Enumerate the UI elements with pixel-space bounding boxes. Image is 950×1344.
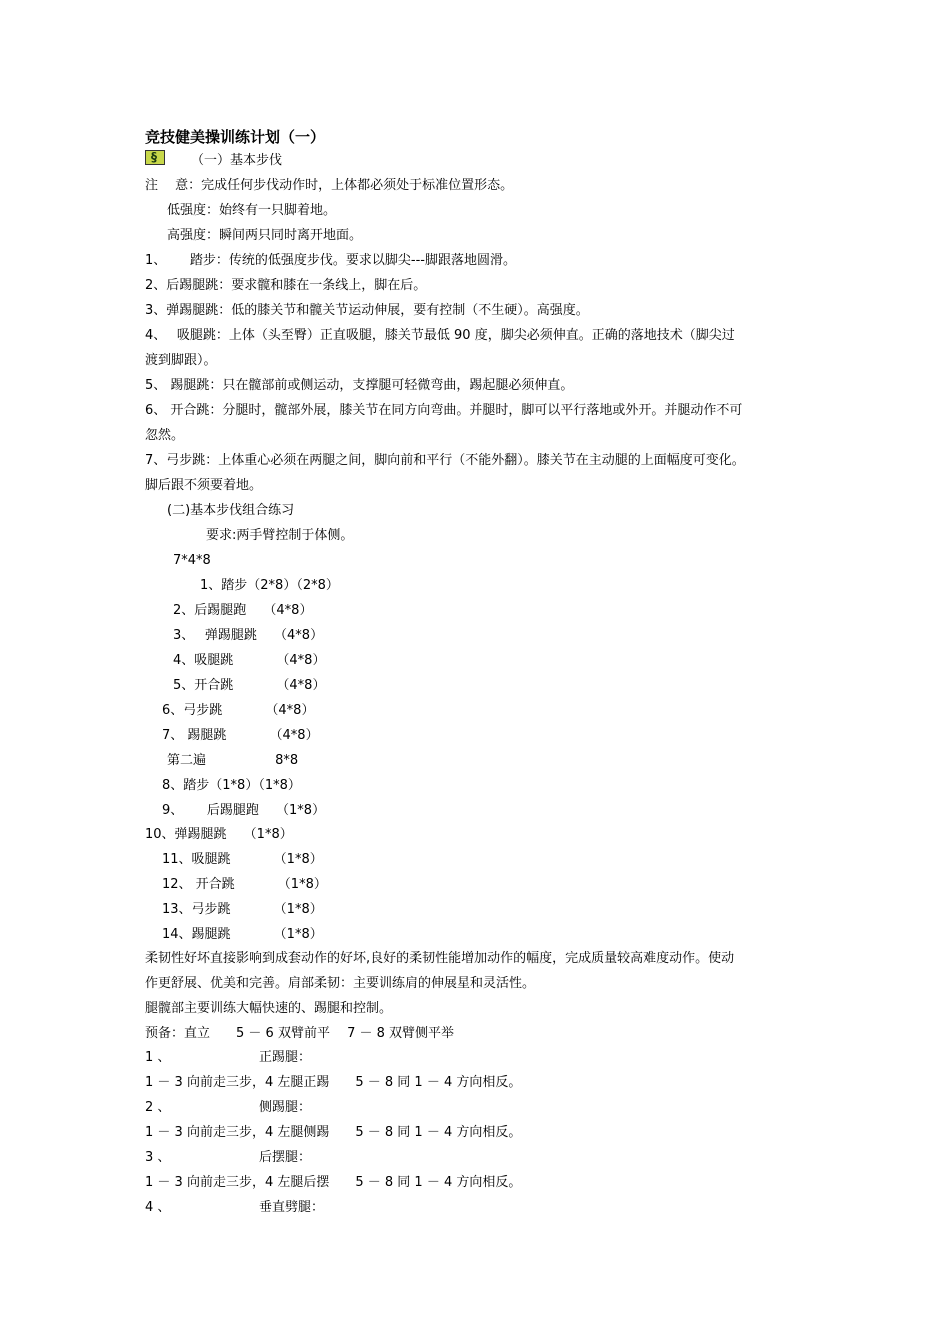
list-item: 7、 踢腿跳 （4*8） (162, 728, 319, 743)
text-line: 作更舒展、优美和完善。肩部柔韧：主要训练肩的伸展星和灵活性。 (145, 976, 536, 991)
list-item: 11、吸腿跳 （1*8） (162, 852, 323, 867)
text-line: 1、 踏步：传统的低强度步伐。要求以脚尖---脚跟落地圆滑。 (145, 253, 516, 268)
text-line: 渡到脚跟）。 (145, 353, 217, 368)
list-item: 10、弹踢腿跳 （1*8） (145, 827, 293, 842)
exercise-heading: 3 、 后摆腿： (145, 1150, 312, 1165)
list-item: 1、踏步（2*8）（2*8） (200, 578, 339, 593)
list-item: 13、弓步跳 （1*8） (162, 902, 323, 917)
section-heading: （一）基本步伐 (191, 153, 283, 168)
list-item: 9、 后踢腿跑 （1*8） (162, 803, 326, 818)
list-item: 3、 弹踢腿跳 （4*8） (173, 628, 324, 643)
text-line: 3、弹踢腿跳：低的膝关节和髋关节运动伸展，要有控制（不生硬）。高强度。 (145, 303, 589, 318)
section-heading: (二)基本步伐组合练习 (167, 503, 295, 518)
text-line: 高强度：瞬间两只同时离开地面。 (167, 228, 363, 243)
list-item: 第二遍 8*8 (167, 753, 299, 768)
text-line: 柔韧性好坏直接影响到成套动作的好坏,良好的柔韧性能增加动作的幅度，完成质量较高难度动作。使动 (145, 951, 735, 966)
text-line: 注 意：完成任何步伐动作时，上体都必须处于标准位置形态。 (145, 178, 514, 193)
text-line: 脚后跟不须要着地。 (145, 478, 263, 493)
list-item: 14、踢腿跳 （1*8） (162, 927, 323, 942)
exercise-heading: 1 、 正踢腿： (145, 1050, 312, 1065)
list-item: 8、踏步（1*8）（1*8） (162, 778, 301, 793)
exercise-step: 1 － 3 向前走三步，4 左腿侧踢 5 － 8 同 1 － 4 方向相反。 (145, 1125, 522, 1140)
document-title: 竞技健美操训练计划（一） (145, 128, 326, 146)
text-line: 7、弓步跳：上体重心必须在两腿之间，脚向前和平行（不能外翻）。膝关节在主动腿的上面幅度可变化。 (145, 453, 745, 468)
list-item: 12、 开合跳 （1*8） (162, 877, 327, 892)
exercise-heading: 2 、 侧踢腿： (145, 1100, 312, 1115)
text-line: 要求:两手臂控制于体侧。 (206, 528, 354, 543)
list-item: 6、弓步跳 （4*8） (162, 703, 315, 718)
exercise-step: 1 － 3 向前走三步，4 左腿后摆 5 － 8 同 1 － 4 方向相反。 (145, 1175, 522, 1190)
text-line: 4、 吸腿跳：上体（头至臀）正直吸腿，膝关节最低 90 度，脚尖必须伸直。正确的落地技术（脚尖过 (145, 328, 735, 343)
text-line: 低强度：始终有一只脚着地。 (167, 203, 337, 218)
list-item: 2、后踢腿跑 （4*8） (173, 603, 313, 618)
list-item: 5、开合跳 （4*8） (173, 678, 326, 693)
exercise-heading: 4 、 垂直劈腿： (145, 1200, 325, 1215)
document-link-icon[interactable]: § (145, 150, 165, 165)
text-line: 预备：直立 5 － 6 双臂前平 7 － 8 双臂侧平举 (145, 1026, 455, 1041)
text-line: 7*4*8 (173, 553, 211, 568)
text-line: 6、 开合跳：分腿时，髋部外展，膝关节在同方向弯曲。并腿时，脚可以平行落地或外开。并腿动作不可 (145, 403, 743, 418)
text-line: 腿髋部主要训练大幅快速的、踢腿和控制。 (145, 1001, 393, 1016)
text-line: 5、 踢腿跳：只在髋部前或侧运动，支撑腿可轻微弯曲，踢起腿必须伸直。 (145, 378, 574, 393)
list-item: 4、吸腿跳 （4*8） (173, 653, 326, 668)
exercise-step: 1 － 3 向前走三步，4 左腿正踢 5 － 8 同 1 － 4 方向相反。 (145, 1075, 522, 1090)
text-line: 2、后踢腿跳：要求髋和膝在一条线上，脚在后。 (145, 278, 427, 293)
text-line: 忽然。 (145, 428, 185, 443)
